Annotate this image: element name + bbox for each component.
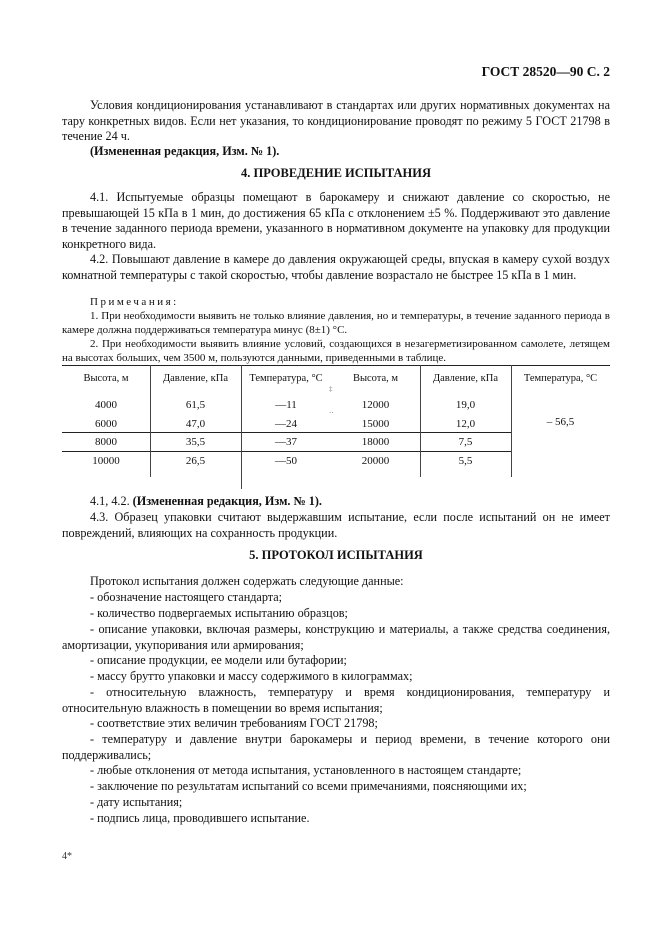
table-cell: 35,5 <box>185 436 206 448</box>
protocol-item: - подпись лица, проводившего испытание. <box>90 811 310 825</box>
note-1: 1. При необходимости выявить не только влияние давления, но и температуры, в течение заданного периода в камере должна поддерживаться температура минус (8±1) °С. <box>62 310 610 336</box>
table-cell: 18000 <box>361 436 390 448</box>
table-cell: 7,5 <box>458 436 473 448</box>
table-cell: 10000 <box>92 455 120 467</box>
protocol-item: - дату испытания; <box>90 795 183 809</box>
table-cell: —50 <box>275 455 297 467</box>
table-header-pressure-2: Давление, кПа <box>432 373 499 384</box>
notes-label: Примечания: <box>90 296 179 308</box>
signature-mark: 4* <box>62 851 72 862</box>
amendment-note-4 <box>62 494 610 510</box>
table-header-altitude: Высота, м <box>83 373 129 384</box>
protocol-item: - температуру и давление внутри барокамеры и период времени, в течение которого они поддерживались; <box>62 732 610 762</box>
amendment-note: (Измененная редакция, Изм. № 1). <box>90 144 280 158</box>
table-top-rule <box>62 365 610 366</box>
table-header-temperature-2: Температура, °С <box>523 373 598 384</box>
section-5-intro: Протокол испытания должен содержать следующие данные: <box>90 574 404 588</box>
protocol-item: - заключение по результатам испытаний со всеми примечаниями, поясняющими их; <box>90 779 527 793</box>
table-cell: 47,0 <box>185 418 206 430</box>
table-row-divider <box>62 432 512 433</box>
table-cell: 61,5 <box>185 399 206 411</box>
table-cell: 5,5 <box>458 455 473 467</box>
paragraph-4-2: 4.2. Повышают давление в камере до давления окружающей среды, впуская в камеру сухой воздух комнатной температуры с такой скоростью, чтобы давление возрастало не быстрее 15 кПа в 1 мин. <box>62 252 610 282</box>
protocol-item: - относительную влажность, температуру и время кондиционирования, температуру и относительную влажность в помещении во время испытания; <box>62 685 610 715</box>
table-cell: 4000 <box>95 399 117 411</box>
protocol-item: - описание упаковки, включая размеры, конструкцию и материалы, а также средства соединения, амортизации, укупоривания или армирования; <box>62 622 610 652</box>
table-cell: 20000 <box>361 455 390 467</box>
protocol-item: - описание продукции, ее модели или бутафории; <box>90 653 347 667</box>
table-cell: 12,0 <box>455 418 476 430</box>
conditioning-paragraph: Условия кондиционирования устанавливают в стандартах или других нормативных документах на тару конкретных видов. Если нет указания, то кондиционирование проводят по режиму 5 ГОСТ 21798 в течение 24 ч. <box>62 98 610 143</box>
table-cell: 15000 <box>361 418 390 430</box>
protocol-item: - массу брутто упаковки и массу содержимого в килограммах; <box>90 669 413 683</box>
table-tick-mark: ‥ <box>329 407 334 415</box>
protocol-item: - обозначение настоящего стандарта; <box>90 590 283 604</box>
amendment-prefix: 4.1, 4.2. <box>90 494 133 508</box>
table-cell: 19,0 <box>455 399 476 411</box>
table-cell: —11 <box>275 399 297 411</box>
table-cell: 6000 <box>95 418 117 430</box>
section-4-title: 4. ПРОВЕДЕНИЕ ИСПЫТАНИЯ <box>241 166 431 180</box>
protocol-item: - любые отклонения от метода испытания, установленного в настоящем стандарте; <box>90 763 522 777</box>
protocol-item: - соответствие этих величин требованиям ГОСТ 21798; <box>90 716 378 730</box>
table-cell-merged-temperature: – 56,5 <box>546 416 575 428</box>
table-cell: —37 <box>275 436 297 448</box>
note-2: 2. При необходимости выявить влияние условий, создающихся в незагерметизированном самолете, летящем на высотах больших, чем 3500 м, пользуются данными, приведенными в таблице. <box>62 338 610 364</box>
table-cell: —24 <box>275 418 297 430</box>
paragraph-4-1: 4.1. Испытуемые образцы помещают в барокамеру и снижают давление со скоростью, не превышающей 15 кПа в 1 мин, до достижения 65 кПа с отклонением ±5 %. Поддерживают это давление в течение заданного периода времени, указанного в нормативном документе на упаковку для продукции конкретного вида. <box>62 190 610 251</box>
paragraph-4-3: 4.3. Образец упаковки считают выдержавшим испытание, если после испытаний он не имеет повреждений, влияющих на сохранность продукции. <box>62 510 610 540</box>
section-5-title: 5. ПРОТОКОЛ ИСПЫТАНИЯ <box>249 548 423 562</box>
table-cell: 8000 <box>95 436 117 448</box>
protocol-item: - количество подвергаемых испытанию образцов; <box>90 606 348 620</box>
table-cell: 26,5 <box>185 455 206 467</box>
table-header-pressure: Давление, кПа <box>162 373 229 384</box>
table-header-altitude-2: Высота, м <box>352 373 399 384</box>
table-tick-mark: ‡ <box>329 385 333 393</box>
amendment-text: (Измененная редакция, Изм. № 1). <box>132 494 322 508</box>
document-reference-header: ГОСТ 28520—90 С. 2 <box>481 64 610 79</box>
table-header-temperature: Температура, °С <box>249 373 323 384</box>
table-cell: 12000 <box>361 399 390 411</box>
table-row-divider <box>62 451 512 452</box>
